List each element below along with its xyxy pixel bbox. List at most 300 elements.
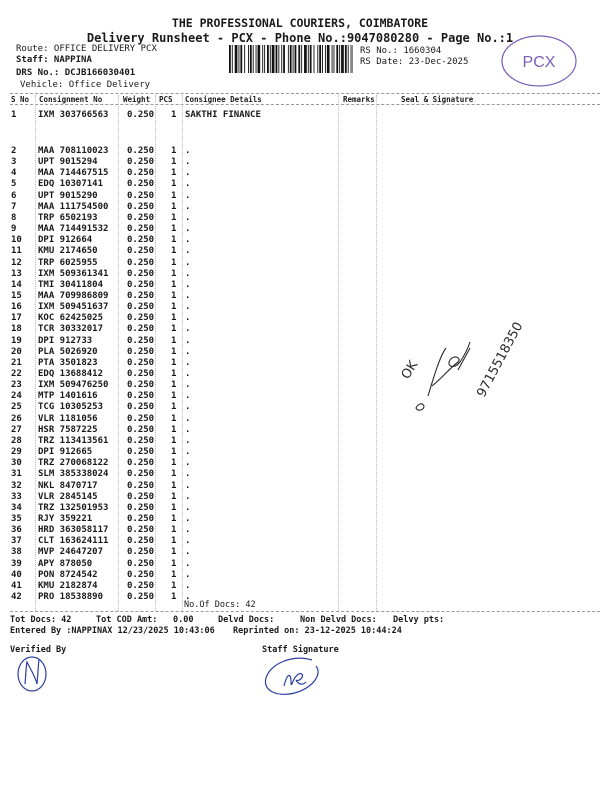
row-weight: 0.250	[127, 157, 155, 168]
barcode-bar	[293, 45, 294, 73]
row-sno: 6	[11, 190, 17, 201]
barcode-bar	[253, 45, 254, 73]
row-weight: 0.250	[127, 547, 155, 558]
row-consignment: HRD 363058117	[38, 525, 109, 536]
table-row	[10, 146, 600, 157]
row-pcs: 1	[171, 380, 177, 391]
row-weight: 0.250	[127, 458, 155, 469]
row-consignment: PTA 3501823	[38, 357, 98, 368]
row-consignee: .	[185, 580, 191, 591]
tot-docs: Tot Docs: 42	[10, 615, 72, 625]
barcode-bar	[229, 45, 231, 73]
row-sno: 2	[11, 146, 17, 156]
row-sno: 28	[11, 435, 22, 446]
row-consignment: MAA 714467515	[38, 168, 109, 179]
row-weight: 0.250	[127, 190, 155, 201]
barcode-bar	[240, 45, 242, 73]
row-consignee: .	[185, 558, 191, 569]
row-consignment: MAA 709986809	[38, 290, 109, 301]
route: Route: OFFICE DELIVERY PCX	[16, 44, 157, 54]
barcode-bar	[278, 45, 279, 73]
barcode-bar	[232, 45, 233, 73]
row-sno: 24	[11, 391, 22, 402]
row-weight: 0.250	[127, 469, 155, 480]
barcode-bar	[267, 45, 269, 73]
barcode-bar	[314, 45, 315, 73]
row-consignee: .	[185, 469, 191, 480]
row-consignment: KMU 2182874	[38, 580, 98, 591]
row-sno: 31	[11, 469, 22, 480]
company-name: THE PROFESSIONAL COURIERS, COIMBATORE	[171, 16, 429, 30]
row-consignee: .	[185, 212, 191, 223]
barcode-bar	[332, 45, 333, 73]
barcode	[229, 45, 353, 73]
row-weight: 0.250	[127, 313, 155, 324]
barcode-bar	[272, 45, 275, 73]
table-row	[10, 280, 600, 291]
row-consignee: .	[185, 357, 191, 368]
barcode-bar	[341, 45, 344, 73]
row-consignment: DPI 912733	[38, 335, 93, 346]
table-row	[10, 235, 600, 246]
row-weight: 0.250	[127, 502, 155, 513]
row-sno: 15	[11, 290, 22, 301]
row-pcs: 1	[171, 268, 177, 279]
row-sno: 25	[11, 402, 22, 413]
row-consignee: .	[185, 246, 191, 257]
row-sno: 7	[11, 201, 17, 212]
row-weight: 0.250	[127, 179, 155, 190]
vehicle: Vehicle: Office Delivery	[20, 80, 151, 90]
barcode-bar	[310, 45, 312, 73]
row-pcs: 1	[171, 592, 177, 602]
row-pcs: 1	[171, 302, 177, 313]
row-sno: 23	[11, 380, 22, 391]
row-consignment: RJY 359221	[38, 513, 93, 524]
row-pcs: 1	[171, 413, 177, 424]
col-pcs: PCS	[159, 95, 173, 104]
row-sno: 29	[11, 447, 22, 458]
row-consignment: PLA 5026920	[38, 346, 98, 357]
barcode-bar	[248, 45, 249, 73]
barcode-bar	[319, 45, 321, 73]
row-pcs: 1	[171, 235, 177, 246]
row-pcs: 1	[171, 469, 177, 480]
row-sno: 16	[11, 302, 22, 313]
row-consignee: SAKTHI FINANCE	[185, 110, 261, 120]
row-pcs: 1	[171, 168, 177, 179]
table-row	[10, 168, 600, 179]
row-weight: 0.250	[127, 335, 155, 346]
row-consignment: DPI 912664	[38, 235, 93, 246]
row-weight: 0.250	[127, 424, 155, 435]
row-consignee: .	[185, 324, 191, 335]
table-row	[10, 592, 600, 603]
row-sno: 33	[11, 491, 22, 502]
row-pcs: 1	[171, 110, 177, 120]
row-weight: 0.250	[127, 592, 155, 602]
row-consignment: TCG 10305253	[38, 402, 104, 413]
row-consignment: APY 878050	[38, 558, 93, 569]
row-consignment: PRO 18538890	[38, 592, 104, 602]
row-consignee: .	[185, 168, 191, 179]
table-top-rule	[10, 93, 600, 94]
table-row	[10, 492, 600, 503]
row-consignment: MVP 24647207	[38, 547, 104, 558]
row-pcs: 1	[171, 502, 177, 513]
barcode-bar	[295, 45, 297, 73]
row-consignment: TRZ 270068122	[38, 458, 109, 469]
table-row	[10, 570, 600, 581]
row-consignee: .	[185, 569, 191, 580]
row-consignee: .	[185, 413, 191, 424]
row-pcs: 1	[171, 391, 177, 402]
table-row	[10, 547, 600, 558]
row-consignment: MTP 1401616	[38, 391, 98, 402]
row-sno: 17	[11, 313, 22, 324]
row-pcs: 1	[171, 569, 177, 580]
row-consignment: IXM 509476250	[38, 380, 109, 391]
row-consignment: MAA 111754500	[38, 201, 109, 212]
row-weight: 0.250	[127, 212, 155, 223]
row-consignee: .	[185, 435, 191, 446]
row-pcs: 1	[171, 525, 177, 536]
row-pcs: 1	[171, 435, 177, 446]
table-row	[10, 179, 600, 190]
row-sno: 35	[11, 513, 22, 524]
row-weight: 0.250	[127, 525, 155, 536]
svg-text:OK: OK	[398, 358, 422, 383]
row-consignment: VLR 2845145	[38, 491, 98, 502]
col-consignee: Consignee Details	[185, 95, 262, 104]
row-weight: 0.250	[127, 447, 155, 458]
table-row	[10, 559, 600, 570]
col-seal: Seal & Signature	[401, 95, 474, 104]
row-weight: 0.250	[127, 346, 155, 357]
drs-number: DRS No.: DCJB166030401	[16, 68, 136, 78]
reprinted-on: Reprinted on: 23-12-2025 10:44:24	[233, 626, 402, 636]
row-consignee: .	[185, 513, 191, 524]
svg-text:PCX: PCX	[522, 54, 556, 71]
row-pcs: 1	[171, 246, 177, 257]
barcode-bar	[298, 45, 300, 73]
col-sno: S No	[11, 95, 30, 104]
row-sno: 20	[11, 346, 22, 357]
row-consignee: .	[185, 157, 191, 168]
row-sno: 19	[11, 335, 22, 346]
row-pcs: 1	[171, 480, 177, 491]
row-pcs: 1	[171, 424, 177, 435]
row-pcs: 1	[171, 357, 177, 368]
table-bottom-rule	[10, 611, 600, 612]
col-weight: Weight	[123, 95, 151, 104]
barcode-bar	[301, 45, 302, 73]
barcode-bar	[348, 45, 349, 73]
barcode-bar	[336, 45, 338, 73]
row-sno: 11	[11, 246, 22, 257]
barcode-bar	[317, 45, 318, 73]
row-sno: 39	[11, 558, 22, 569]
row-weight: 0.250	[127, 569, 155, 580]
row-pcs: 1	[171, 212, 177, 223]
rs-number: RS No.: 1660304	[360, 46, 442, 56]
table-row	[10, 213, 600, 224]
barcode-bar	[288, 45, 289, 73]
row-pcs: 1	[171, 580, 177, 591]
tot-cod-value: 0.00	[173, 615, 194, 625]
row-sno: 32	[11, 480, 22, 491]
row-consignment: TRP 6025955	[38, 257, 98, 268]
row-sno: 12	[11, 257, 22, 268]
row-consignment: KOC 62425025	[38, 313, 104, 324]
row-pcs: 1	[171, 513, 177, 524]
row-sno: 21	[11, 357, 22, 368]
row-weight: 0.250	[127, 290, 155, 301]
row-consignee: .	[185, 257, 191, 268]
row-sno: 27	[11, 424, 22, 435]
row-sno: 5	[11, 179, 17, 190]
table-row	[10, 110, 600, 121]
row-weight: 0.250	[127, 513, 155, 524]
row-consignment: IXM 303766563	[38, 110, 109, 120]
table-row	[10, 258, 600, 269]
row-consignee: .	[185, 369, 191, 379]
row-weight: 0.250	[127, 168, 155, 179]
barcode-bar	[308, 45, 309, 73]
barcode-bar	[244, 45, 245, 73]
row-weight: 0.250	[127, 413, 155, 424]
row-consignee: .	[185, 224, 191, 235]
row-sno: 34	[11, 502, 22, 513]
table-row	[10, 291, 600, 302]
row-sno: 13	[11, 268, 22, 279]
row-consignee: .	[185, 268, 191, 279]
table-row	[10, 447, 600, 458]
row-consignee: .	[185, 179, 191, 190]
row-sno: 36	[11, 525, 22, 536]
table-row	[10, 514, 600, 525]
row-weight: 0.250	[127, 380, 155, 391]
row-pcs: 1	[171, 313, 177, 324]
row-weight: 0.250	[127, 224, 155, 235]
row-weight: 0.250	[127, 257, 155, 268]
row-sno: 41	[11, 580, 22, 591]
barcode-bar	[345, 45, 347, 73]
barcode-bar	[281, 45, 282, 73]
row-consignment: NKL 8470717	[38, 480, 98, 491]
barcode-bar	[283, 45, 285, 73]
row-pcs: 1	[171, 335, 177, 346]
row-weight: 0.250	[127, 268, 155, 279]
row-consignee: .	[185, 279, 191, 290]
table-header-rule	[10, 104, 600, 105]
verified-by-label: Verified By	[10, 645, 67, 655]
row-consignment: TCR 30332017	[38, 324, 104, 335]
delvd-docs: Delvd Docs:	[218, 615, 275, 625]
runsheet-title: Delivery Runsheet - PCX - Phone No.:9047080280 - Page No.:1	[86, 31, 514, 45]
row-pcs: 1	[171, 179, 177, 190]
barcode-bar	[239, 45, 240, 73]
row-pcs: 1	[171, 290, 177, 301]
row-sno: 40	[11, 569, 22, 580]
row-weight: 0.250	[127, 558, 155, 569]
non-delvd-docs: Non Delvd Docs:	[300, 615, 377, 625]
row-consignee: .	[185, 458, 191, 469]
barcode-bar	[276, 45, 278, 73]
row-consignment: PON 8724542	[38, 569, 98, 580]
barcode-bar	[339, 45, 340, 73]
row-weight: 0.250	[127, 146, 155, 156]
row-consignee: .	[185, 424, 191, 435]
row-pcs: 1	[171, 369, 177, 379]
row-consignee: .	[185, 302, 191, 313]
row-weight: 0.250	[127, 369, 155, 379]
row-pcs: 1	[171, 279, 177, 290]
row-consignment: TRP 6502193	[38, 212, 98, 223]
row-consignee: .	[185, 235, 191, 246]
staff-signature	[262, 654, 326, 698]
handwritten-note	[388, 308, 558, 438]
row-sno: 26	[11, 413, 22, 424]
staff-signature-label: Staff Signature	[262, 645, 339, 655]
row-weight: 0.250	[127, 357, 155, 368]
row-consignee: .	[185, 592, 191, 602]
row-pcs: 1	[171, 458, 177, 469]
row-consignment: TRZ 132501953	[38, 502, 109, 513]
table-row	[10, 458, 600, 469]
row-weight: 0.250	[127, 235, 155, 246]
row-pcs: 1	[171, 346, 177, 357]
barcode-bar	[304, 45, 307, 73]
row-consignment: CLT 163624111	[38, 536, 109, 547]
row-sno: 8	[11, 212, 17, 223]
col-consignment: Consignment No	[39, 95, 103, 104]
row-consignment: VLR 1181056	[38, 413, 98, 424]
row-sno: 30	[11, 458, 22, 469]
row-weight: 0.250	[127, 279, 155, 290]
barcode-bar	[353, 45, 354, 73]
row-consignment: KMU 2174650	[38, 246, 98, 257]
tot-cod-label: Tot COD Amt:	[96, 615, 158, 625]
row-consignment: MAA 714491532	[38, 224, 109, 235]
row-consignment: TMI 30411804	[38, 279, 104, 290]
table-row	[10, 246, 600, 257]
row-pcs: 1	[171, 558, 177, 569]
row-consignment: HSR 7587225	[38, 424, 98, 435]
table-row	[10, 224, 600, 235]
row-consignment: EDQ 10307141	[38, 179, 104, 190]
row-pcs: 1	[171, 201, 177, 212]
table-row	[10, 581, 600, 592]
barcode-bar	[262, 45, 263, 73]
barcode-bar	[258, 45, 261, 73]
barcode-bar	[334, 45, 335, 73]
row-weight: 0.250	[127, 201, 155, 212]
verified-signature	[14, 654, 50, 694]
row-sno: 22	[11, 369, 22, 379]
row-sno: 10	[11, 235, 22, 246]
row-weight: 0.250	[127, 491, 155, 502]
row-consignee: .	[185, 335, 191, 346]
table-row	[10, 269, 600, 280]
row-sno: 18	[11, 324, 22, 335]
row-weight: 0.250	[127, 302, 155, 313]
barcode-bar	[290, 45, 292, 73]
row-consignee: .	[185, 536, 191, 547]
row-pcs: 1	[171, 157, 177, 168]
row-sno: 14	[11, 279, 22, 290]
barcode-bar	[325, 45, 326, 73]
row-sno: 9	[11, 224, 17, 235]
barcode-bar	[322, 45, 323, 73]
row-consignee: .	[185, 146, 191, 156]
row-consignee: .	[185, 313, 191, 324]
row-consignee: .	[185, 525, 191, 536]
delvy-pts: Delvy pts:	[393, 615, 445, 625]
svg-text:9715518350: 9715518350	[474, 319, 527, 400]
row-weight: 0.250	[127, 246, 155, 257]
row-sno: 42	[11, 592, 22, 602]
row-sno: 38	[11, 547, 22, 558]
row-consignee: .	[185, 480, 191, 491]
row-consignee: .	[185, 290, 191, 301]
row-pcs: 1	[171, 447, 177, 458]
row-consignee: .	[185, 346, 191, 357]
row-consignee: .	[185, 491, 191, 502]
barcode-bar	[235, 45, 238, 73]
row-weight: 0.250	[127, 480, 155, 491]
row-consignment: DPI 912665	[38, 447, 93, 458]
row-weight: 0.250	[127, 435, 155, 446]
barcode-bar	[264, 45, 265, 73]
table-row	[10, 202, 600, 213]
row-weight: 0.250	[127, 536, 155, 547]
pcx-stamp	[499, 33, 579, 89]
row-consignee: .	[185, 402, 191, 413]
row-consignment: IXM 509451637	[38, 302, 109, 313]
row-weight: 0.250	[127, 324, 155, 335]
row-sno: 37	[11, 536, 22, 547]
row-pcs: 1	[171, 402, 177, 413]
row-sno: 1	[11, 110, 17, 120]
row-consignee: .	[185, 502, 191, 513]
row-consignment: UPT 9015290	[38, 190, 98, 201]
table-row	[10, 536, 600, 547]
row-weight: 0.250	[127, 110, 155, 120]
row-weight: 0.250	[127, 402, 155, 413]
row-sno: 3	[11, 157, 17, 168]
table-row	[10, 157, 600, 168]
table-row	[10, 481, 600, 492]
row-consignee: .	[185, 380, 191, 391]
row-sno: 4	[11, 168, 17, 179]
row-consignment: IXM 509361341	[38, 268, 109, 279]
col-remarks: Remarks	[343, 95, 375, 104]
row-pcs: 1	[171, 190, 177, 201]
table-row	[10, 191, 600, 202]
table-row	[10, 525, 600, 536]
row-consignment: SLM 385338024	[38, 469, 109, 480]
row-pcs: 1	[171, 146, 177, 156]
rs-date: RS Date: 23-Dec-2025	[360, 57, 469, 67]
row-pcs: 1	[171, 491, 177, 502]
no-of-docs: No.Of Docs: 42	[184, 600, 256, 610]
row-consignee: .	[185, 447, 191, 458]
table-row	[10, 503, 600, 514]
row-consignee: .	[185, 201, 191, 212]
row-consignee: .	[185, 391, 191, 402]
row-pcs: 1	[171, 257, 177, 268]
